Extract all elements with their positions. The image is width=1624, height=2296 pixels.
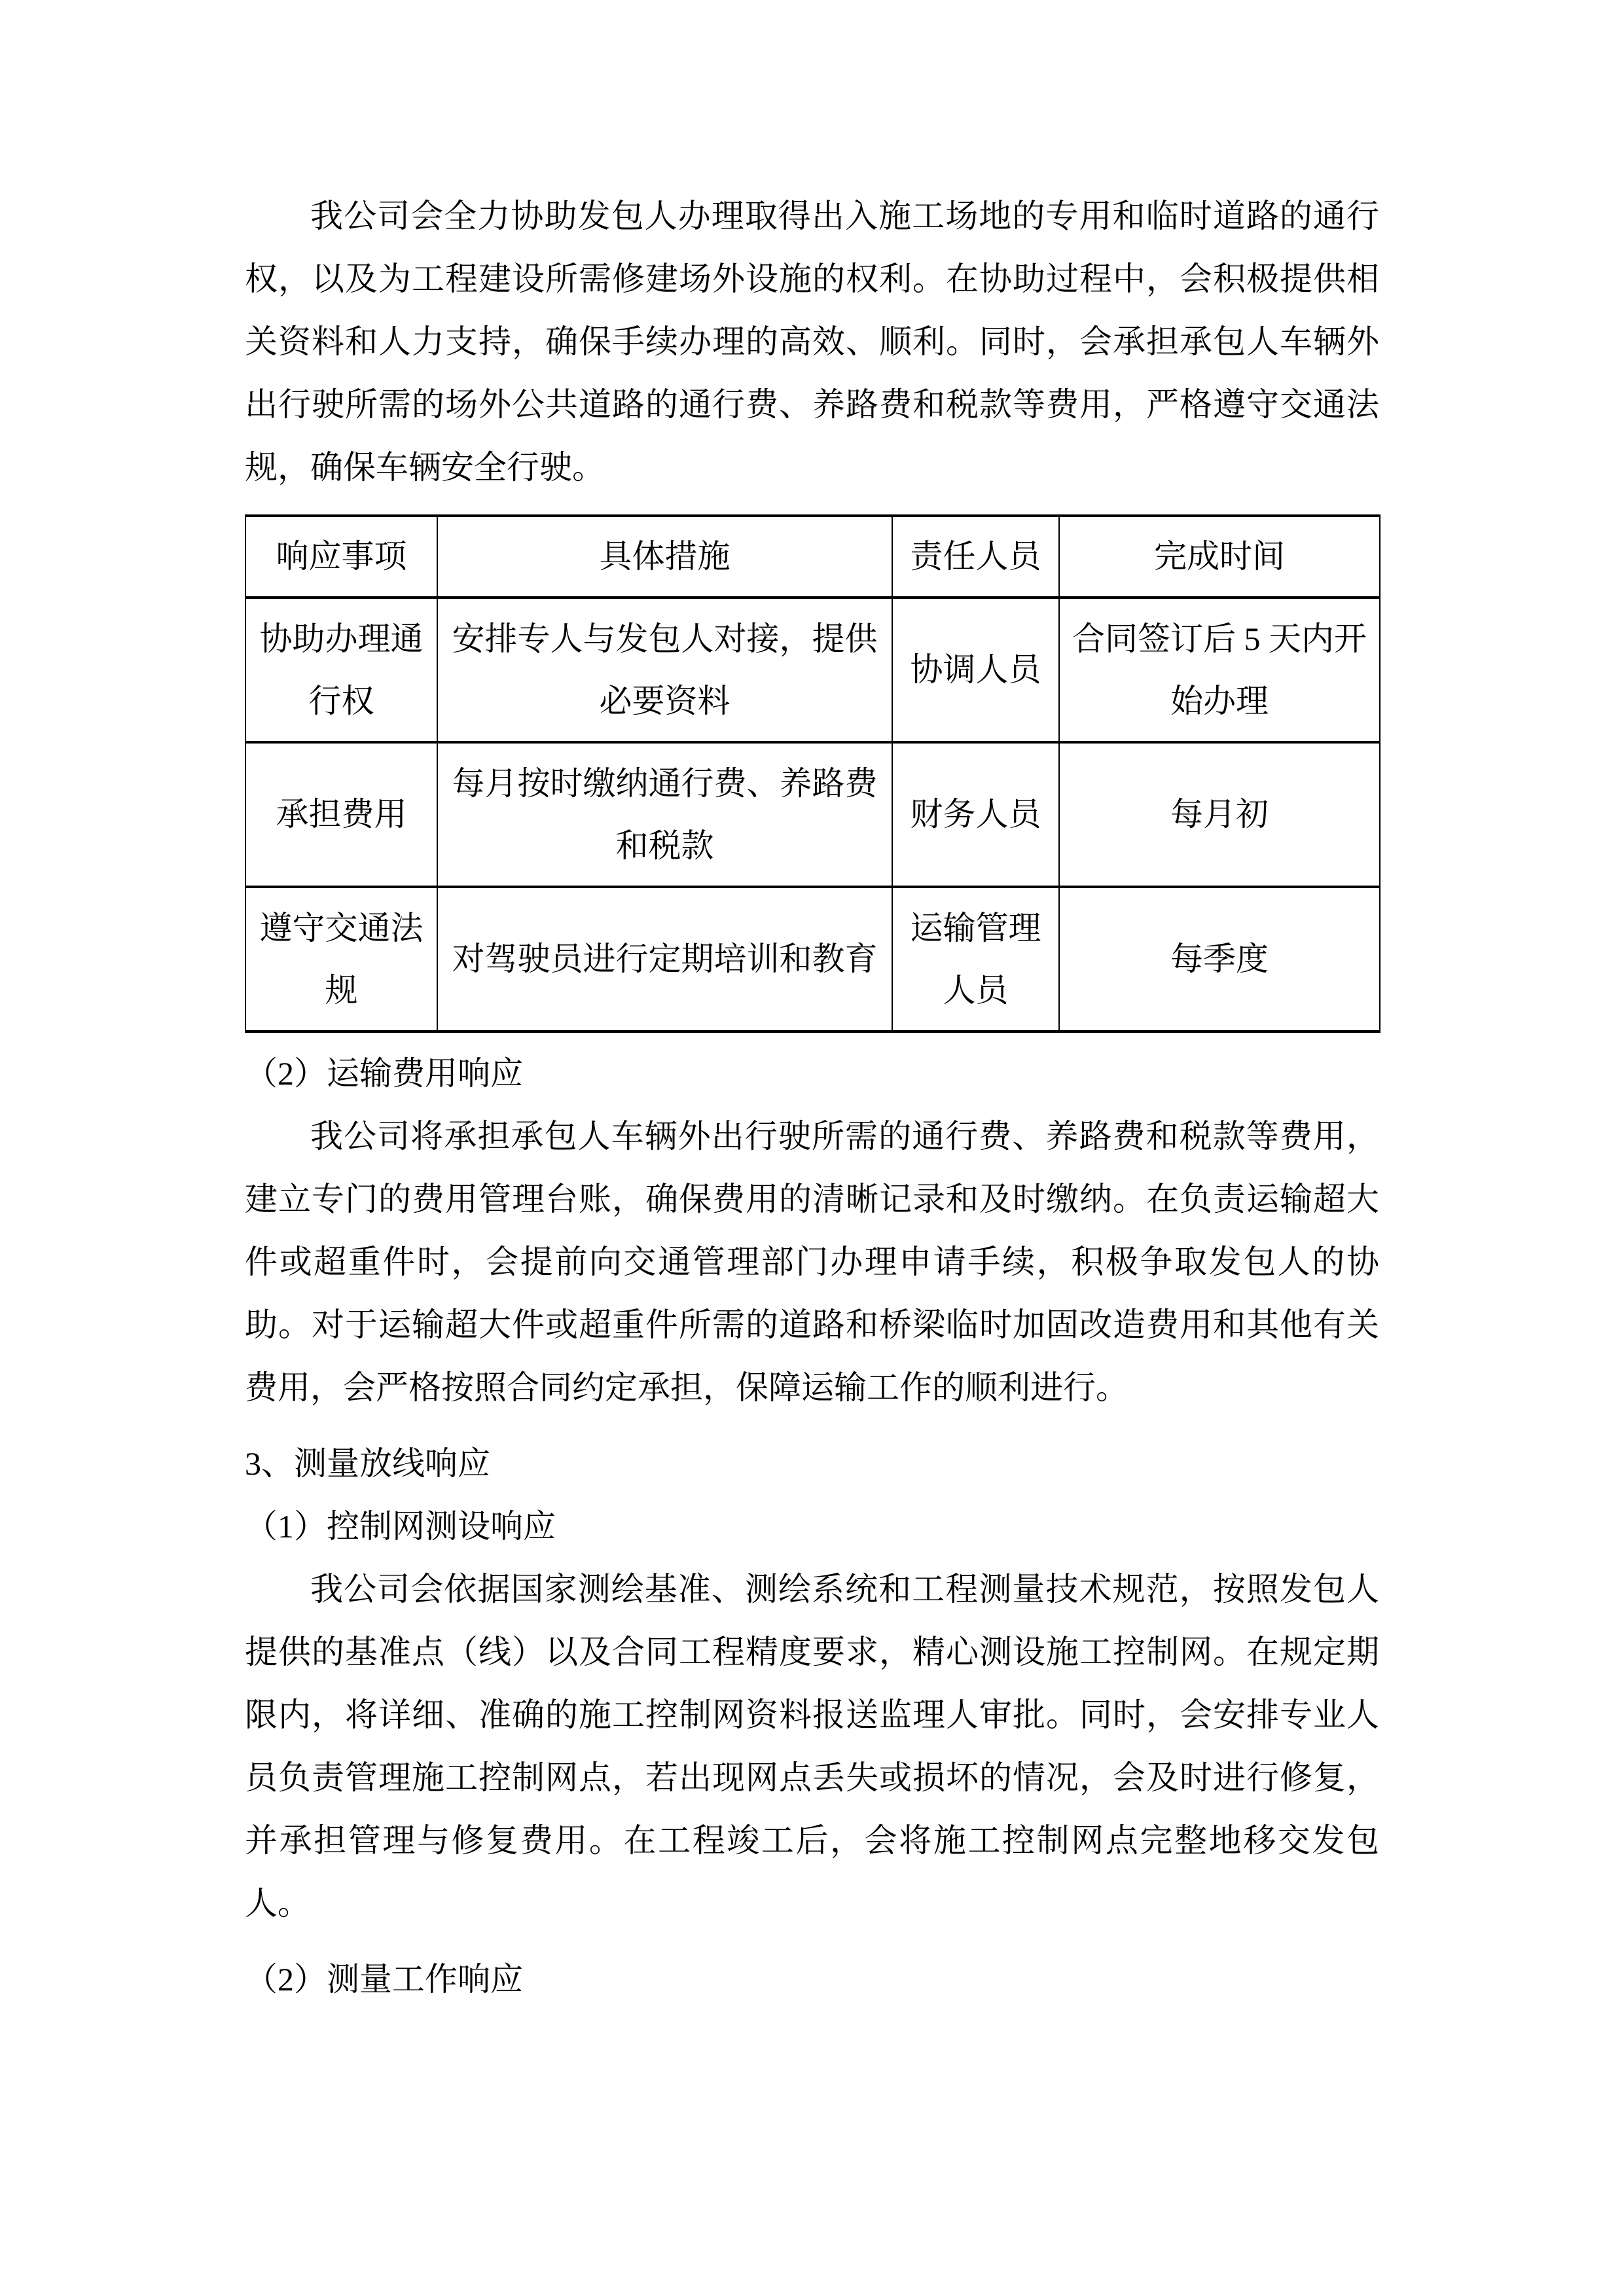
table-header-row (245, 516, 1380, 598)
heading-survey-work-response: （2）测量工作响应 (245, 1961, 523, 1998)
table-cell: 遵守交通法规 (245, 887, 437, 1031)
response-table (245, 514, 1380, 1033)
paragraph-transport-cost: 我公司将承担承包人车辆外出行驶所需的通行费、养路费和税款等费用，建立专门的费用管理台账，确保费用的清晰记录和及时缴纳。在负责运输超大件或超重件时，会提前向交通管理部门办理申请手续，积极争取发包人的协助。对于运输超大件或超重件所需的道路和桥梁临时加固改造费用和其他有关费用，会严格按照合同约定承担，保障运输工作的顺利进行。 (245, 1118, 1379, 1406)
table-cell: 协调人员 (892, 598, 1059, 742)
paragraph-control-network: 我公司会依据国家测绘基准、测绘系统和工程测量技术规范，按照发包人提供的基准点（线）以及合同工程精度要求，精心测设施工控制网。在规定期限内，将详细、准确的施工控制网资料报送监理人审批。同时，会安排专业人员负责管理施工控制网点，若出现网点丢失或损坏的情况，会及时进行修复，并承担管理与修复费用。在工程竣工后，会将施工控制网点完整地移交发包人。 (245, 1571, 1379, 1922)
table-header-completion-time: 完成时间 (1059, 516, 1380, 598)
heading-survey-layout-response: 3、测量放线响应 (245, 1445, 490, 1482)
table-cell: 承担费用 (245, 742, 437, 887)
table-row (245, 742, 1380, 887)
table-cell: 安排专人与发包人对接，提供必要资料 (437, 598, 892, 742)
table-cell: 每月按时缴纳通行费、养路费和税款 (437, 742, 892, 887)
heading-control-network-response: （1）控制网测设响应 (245, 1508, 556, 1545)
table-row (245, 598, 1380, 742)
table-header-measures: 具体措施 (437, 516, 892, 598)
paragraph-road-access: 我公司会全力协助发包人办理取得出入施工场地的专用和临时道路的通行权，以及为工程建设所需修建场外设施的权利。在协助过程中，会积极提供相关资料和人力支持，确保手续办理的高效、顺利。同时，会承担承包人车辆外出行驶所需的场外公共道路的通行费、养路费和税款等费用，严格遵守交通法规，确保车辆安全行驶。 (245, 198, 1379, 486)
table-cell: 每月初 (1059, 742, 1380, 887)
table-cell: 协助办理通行权 (245, 598, 437, 742)
heading-transport-cost-response: （2）运输费用响应 (245, 1055, 523, 1092)
table-header-responsible: 责任人员 (892, 516, 1059, 598)
table-cell: 对驾驶员进行定期培训和教育 (437, 887, 892, 1031)
table-cell: 运输管理人员 (892, 887, 1059, 1031)
table-cell: 财务人员 (892, 742, 1059, 887)
table-cell: 每季度 (1059, 887, 1380, 1031)
table-header-response-item: 响应事项 (245, 516, 437, 598)
table-cell: 合同签订后 5 天内开始办理 (1059, 598, 1380, 742)
table-row (245, 887, 1380, 1031)
